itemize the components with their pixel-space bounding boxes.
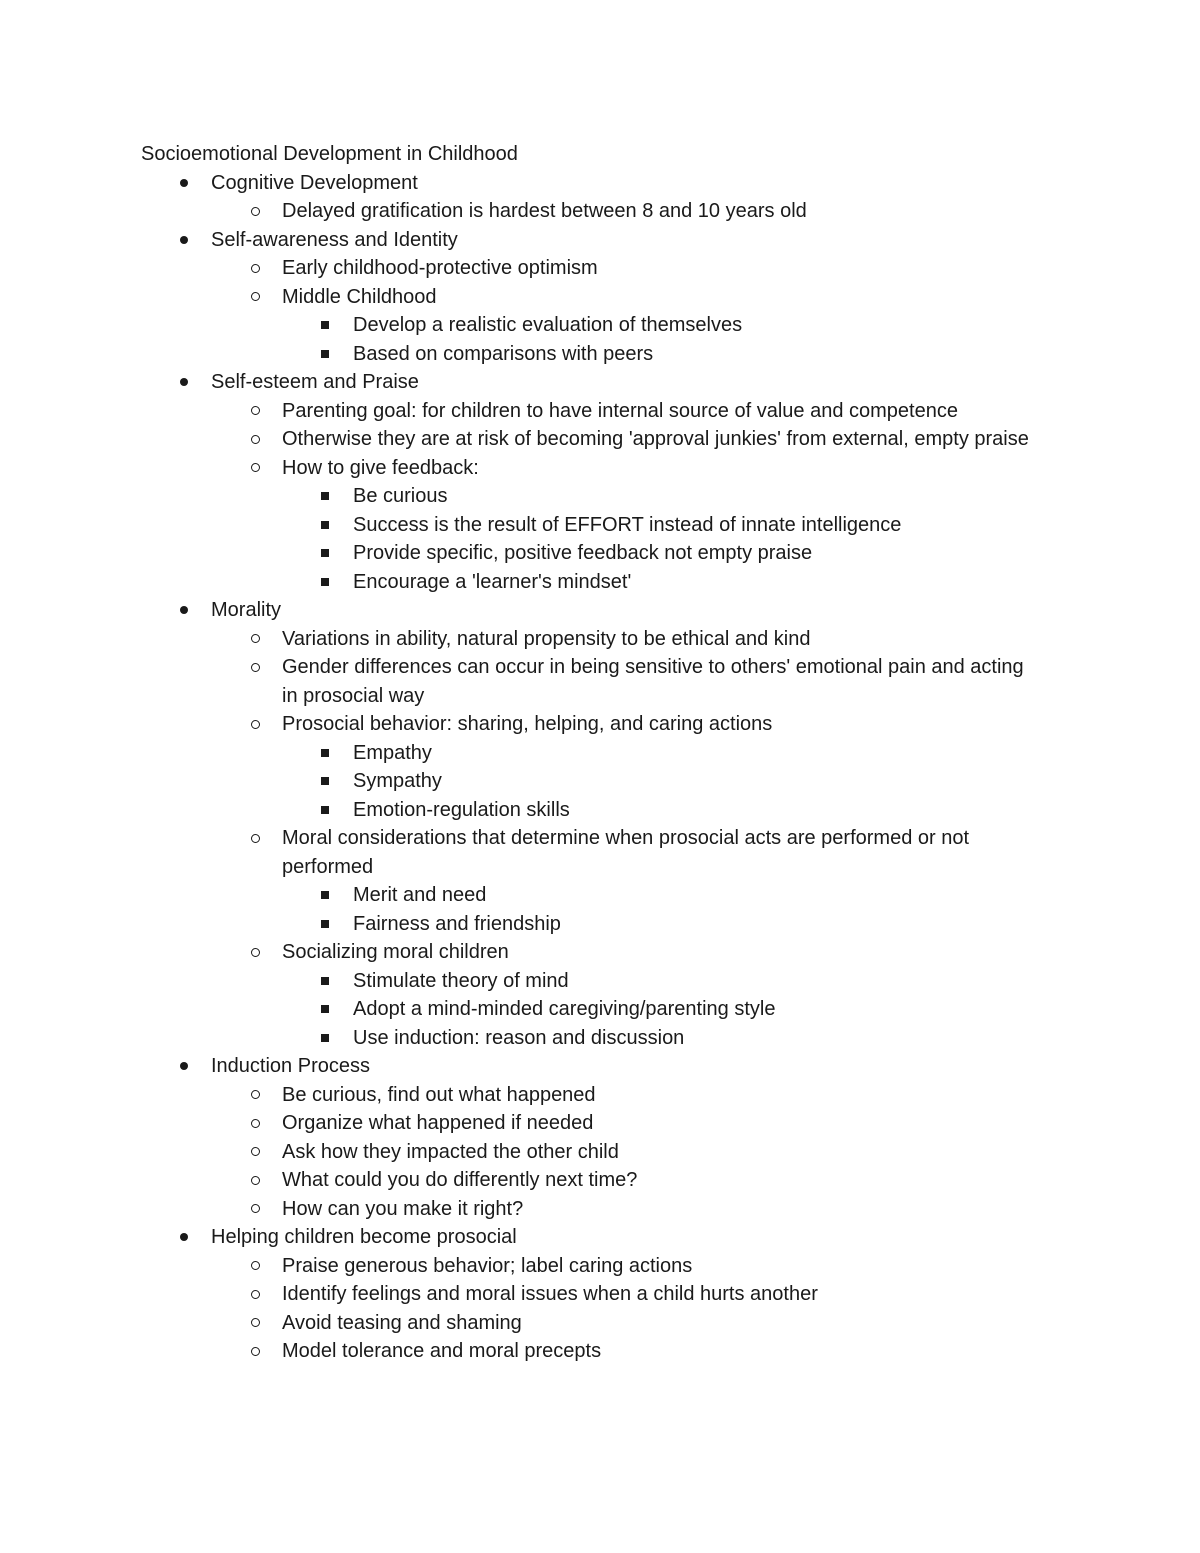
outline-item-text: Avoid teasing and shaming (282, 1311, 522, 1334)
outline-item-text: Adopt a mind-minded caregiving/parenting style (353, 998, 776, 1020)
outline-item-text: Early childhood-protective optimism (282, 257, 598, 279)
square-bullet-icon (318, 910, 332, 939)
outline-item-level-2 (0, 625, 1200, 654)
outline-item-level-1 (0, 169, 1200, 198)
hollow-circle-bullet-icon (248, 653, 262, 682)
hollow-circle-bullet-icon (248, 1081, 262, 1110)
hollow-circle-bullet-icon (248, 938, 262, 967)
square-bullet-icon (318, 340, 332, 369)
outline-item-level-3 (0, 1024, 1200, 1053)
outline-item-level-3 (0, 739, 1200, 768)
outline-item-level-3 (0, 340, 1200, 369)
outline-item-level-3 (0, 796, 1200, 825)
outline-item-text: Gender differences can occur in being sensitive to others' emotional pain and acting in prosocial way (282, 656, 1024, 707)
square-bullet-icon (318, 767, 332, 796)
outline-item-level-2 (0, 938, 1200, 967)
outline-item-level-2 (0, 397, 1200, 426)
square-bullet-icon (318, 1024, 332, 1053)
square-bullet-icon (318, 881, 332, 910)
square-bullet-icon (318, 967, 332, 996)
outline-item-level-2 (0, 1195, 1200, 1224)
outline-item-text: Middle Childhood (282, 285, 437, 308)
outline-item-text: Organize what happened if needed (282, 1112, 594, 1134)
outline-item-text: Merit and need (353, 884, 487, 906)
hollow-circle-bullet-icon (248, 1280, 262, 1309)
outline-item-level-2 (0, 1138, 1200, 1167)
outline-item-level-2 (0, 197, 1200, 226)
outline-item-level-3 (0, 881, 1200, 910)
outline-item-level-2 (0, 254, 1200, 283)
outline-item-level-3 (0, 995, 1200, 1024)
outline-item-level-3 (0, 910, 1200, 939)
square-bullet-icon (318, 739, 332, 768)
outline-item-text: Otherwise they are at risk of becoming 'approval junkies' from external, empty praise (282, 428, 1029, 450)
outline-item-text: Model tolerance and moral precepts (282, 1340, 602, 1362)
hollow-circle-bullet-icon (248, 1195, 262, 1224)
hollow-circle-bullet-icon (248, 1138, 262, 1167)
outline-item-text: Delayed gratification is hardest between 8 and 10 years old (282, 200, 807, 222)
filled-circle-bullet-icon (177, 368, 191, 397)
outline-item-text: Emotion-regulation skills (353, 798, 570, 821)
outline-item-level-3 (0, 511, 1200, 540)
outline-item-text: Empathy (353, 741, 432, 764)
outline-item-text: Self-esteem and Praise (211, 371, 419, 393)
outline-item-text: Sympathy (353, 770, 442, 792)
square-bullet-icon (318, 311, 332, 340)
square-bullet-icon (318, 568, 332, 597)
outline-item-text: Encourage a 'learner's mindset' (353, 570, 632, 593)
outline-item-level-2 (0, 1337, 1200, 1366)
outline-item-text: Ask how they impacted the other child (282, 1140, 619, 1163)
outline-item-text: Socializing moral children (282, 941, 509, 963)
hollow-circle-bullet-icon (248, 1309, 262, 1338)
outline-item-level-2 (0, 425, 1200, 454)
outline-item-text: Self-awareness and Identity (211, 228, 458, 251)
outline-item-text: Based on comparisons with peers (353, 342, 654, 365)
outline-item-text: Parenting goal: for children to have internal source of value and competence (282, 399, 958, 422)
outline-item-level-2 (0, 824, 1200, 881)
outline-item-text: Prosocial behavior: sharing, helping, and caring actions (282, 713, 773, 735)
square-bullet-icon (318, 539, 332, 568)
outline-item-text: Moral considerations that determine when prosocial acts are performed or not performed (282, 827, 970, 878)
outline-item-level-2 (0, 1280, 1200, 1309)
outline-item-level-2 (0, 1081, 1200, 1110)
outline-item-level-2 (0, 454, 1200, 483)
outline-item-level-2 (0, 1109, 1200, 1138)
outline-item-text: Praise generous behavior; label caring actions (282, 1254, 693, 1277)
outline-item-text: Fairness and friendship (353, 912, 561, 935)
filled-circle-bullet-icon (177, 226, 191, 255)
filled-circle-bullet-icon (177, 596, 191, 625)
hollow-circle-bullet-icon (248, 425, 262, 454)
square-bullet-icon (318, 482, 332, 511)
outline-list (0, 169, 1200, 1366)
outline-item-text: Helping children become prosocial (211, 1226, 517, 1248)
document-title: Socioemotional Development in Childhood (141, 143, 518, 165)
hollow-circle-bullet-icon (248, 1252, 262, 1281)
hollow-circle-bullet-icon (248, 824, 262, 853)
outline-item-text: Morality (211, 599, 282, 621)
outline-item-level-1 (0, 226, 1200, 255)
filled-circle-bullet-icon (177, 169, 191, 198)
outline-item-level-2 (0, 1252, 1200, 1281)
outline-item-text: Variations in ability, natural propensity to be ethical and kind (282, 627, 811, 650)
outline-item-level-3 (0, 539, 1200, 568)
outline-item-text: Induction Process (211, 1055, 370, 1077)
outline-item-level-3 (0, 568, 1200, 597)
hollow-circle-bullet-icon (248, 397, 262, 426)
hollow-circle-bullet-icon (248, 1166, 262, 1195)
filled-circle-bullet-icon (177, 1052, 191, 1081)
outline-item-level-3 (0, 311, 1200, 340)
outline-item-text: Be curious, find out what happened (282, 1083, 596, 1106)
outline-item-text: Identify feelings and moral issues when a child hurts another (282, 1283, 818, 1305)
outline-item-level-2 (0, 1309, 1200, 1338)
outline-item-level-2 (0, 283, 1200, 312)
outline-item-level-3 (0, 967, 1200, 996)
outline-item-text: Provide specific, positive feedback not empty praise (353, 542, 813, 564)
outline-item-text: Stimulate theory of mind (353, 969, 569, 992)
outline-item-text: Develop a realistic evaluation of themselves (353, 314, 743, 336)
outline-item-text: Cognitive Development (211, 171, 418, 194)
outline-item-text: Be curious (353, 485, 448, 507)
outline-item-level-2 (0, 653, 1200, 710)
outline-item-level-1 (0, 1223, 1200, 1252)
outline-item-level-2 (0, 1166, 1200, 1195)
outline-item-text: How can you make it right? (282, 1197, 524, 1220)
outline-item-level-2 (0, 710, 1200, 739)
outline-item-text: How to give feedback: (282, 456, 479, 479)
outline-item-level-1 (0, 596, 1200, 625)
outline-item-level-1 (0, 1052, 1200, 1081)
hollow-circle-bullet-icon (248, 1109, 262, 1138)
hollow-circle-bullet-icon (248, 454, 262, 483)
hollow-circle-bullet-icon (248, 254, 262, 283)
hollow-circle-bullet-icon (248, 1337, 262, 1366)
outline-item-level-3 (0, 767, 1200, 796)
hollow-circle-bullet-icon (248, 197, 262, 226)
filled-circle-bullet-icon (177, 1223, 191, 1252)
outline-item-level-1 (0, 368, 1200, 397)
outline-item-text: Use induction: reason and discussion (353, 1026, 685, 1049)
outline-item-level-3 (0, 482, 1200, 511)
square-bullet-icon (318, 511, 332, 540)
hollow-circle-bullet-icon (248, 710, 262, 739)
outline-item-text: Success is the result of EFFORT instead of innate intelligence (353, 513, 902, 536)
square-bullet-icon (318, 796, 332, 825)
hollow-circle-bullet-icon (248, 625, 262, 654)
hollow-circle-bullet-icon (248, 283, 262, 312)
square-bullet-icon (318, 995, 332, 1024)
outline-item-text: What could you do differently next time? (282, 1169, 638, 1191)
